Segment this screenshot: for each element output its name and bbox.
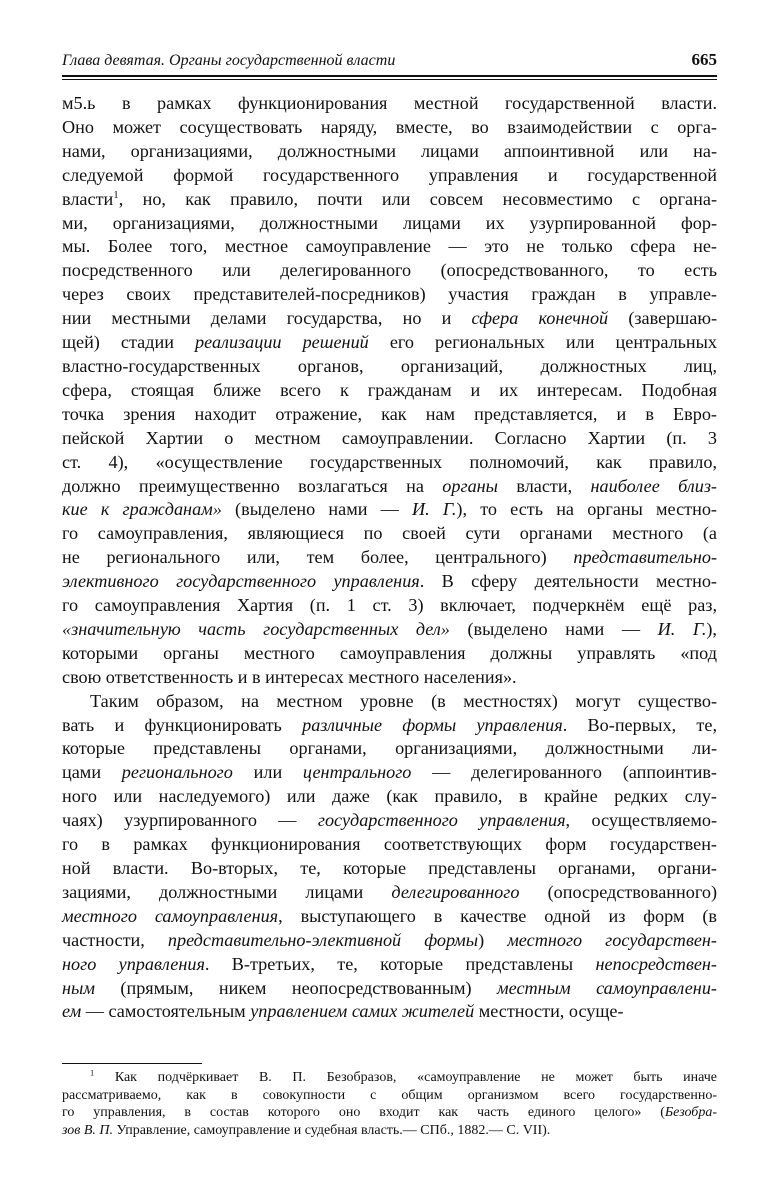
text-line	[62, 235, 717, 259]
text-line	[62, 929, 717, 953]
footnote-line	[62, 1104, 717, 1122]
text-run: щей) стадии	[62, 332, 196, 353]
emphasis-text: центрального	[302, 762, 412, 783]
footnote-line	[62, 1122, 717, 1140]
emphasis-text: «значительную часть государственных дел»	[62, 618, 450, 639]
text-line	[62, 953, 717, 977]
text-line	[62, 427, 717, 451]
text-run: ), то есть на органы местно-	[456, 499, 717, 520]
text-run: точка зрения находит отражение, как нам представляется, и в Евро-	[62, 403, 717, 424]
emphasis-text: регионального	[121, 762, 233, 783]
text-line	[62, 594, 717, 618]
text-line	[62, 331, 717, 355]
text-run: мы. Более того, местное самоуправление — это не только сфера не-	[62, 236, 717, 257]
text-run: го управления, в состав которого оно входит как часть единого целого» (	[62, 1105, 665, 1120]
text-line	[62, 92, 717, 116]
text-run: ми, организациями, должностными лицами их узурпированной фор-	[62, 212, 717, 233]
footnote	[62, 1069, 717, 1139]
footnote-rule	[62, 1063, 202, 1064]
text-run: . В сферу деятельности местно-	[419, 571, 717, 592]
text-run: . В-третьих, те, которые представлены	[204, 953, 596, 974]
footnote-line	[62, 1069, 717, 1087]
emphasis-text: ем	[62, 1001, 82, 1022]
emphasis-text: местного самоуправления	[62, 905, 279, 926]
text-line	[62, 116, 717, 140]
emphasis-text: Безобра-	[664, 1105, 717, 1120]
text-run: должно преимущественно возлагаться на	[62, 475, 443, 496]
emphasis-text: ным	[62, 977, 95, 998]
emphasis-text: реализации решений	[195, 332, 369, 353]
text-run: свою ответственность и в интересах местного населения».	[62, 666, 517, 687]
emphasis-text: местным самоуправлени-	[497, 977, 717, 998]
text-run: Управление, самоуправление и судебная власть.— СПб., 1882.— С. VII).	[113, 1122, 551, 1138]
text-line	[62, 259, 717, 283]
text-run: (опосредствованного)	[519, 881, 717, 902]
text-line	[62, 642, 717, 666]
text-run: следуемой формой государственного управления и государственной	[62, 164, 717, 185]
text-line	[62, 403, 717, 427]
text-line	[62, 283, 717, 307]
text-run: через своих представителей-посредников) участия граждан в управле-	[62, 284, 717, 305]
text-run: не регионального или, тем более, центрального)	[62, 547, 574, 568]
emphasis-text: ного управления	[62, 953, 205, 974]
text-line	[62, 1000, 717, 1024]
text-line	[62, 164, 717, 188]
text-run: вать и функционировать	[62, 714, 303, 735]
emphasis-text: представительно-элективной формы	[167, 929, 479, 950]
text-line	[62, 451, 717, 475]
text-run: зациями, должностными лицами	[62, 881, 392, 902]
text-line	[62, 570, 717, 594]
text-run: ной власти. Во-вторых, те, которые представлены органами, органи-	[62, 858, 717, 878]
text-line	[62, 977, 717, 1001]
text-line	[62, 475, 717, 499]
text-line	[62, 618, 717, 642]
paragraph-2	[62, 690, 717, 1025]
text-run: или	[232, 762, 303, 783]
text-run: м5.ь в рамках функционирования местной государственной власти.	[62, 93, 717, 113]
text-run: Таким образом, на местном уровне (в местностях) могут существо-	[90, 690, 717, 711]
text-run: (выделено нами —	[449, 618, 658, 639]
text-run: чаях) узурпированного —	[62, 810, 318, 831]
emphasis-text: делегированного	[391, 881, 520, 902]
text-run: Как подчёркивает В. П. Безобразов, «самоуправление не может быть иначе	[94, 1070, 717, 1085]
text-run: (завершаю-	[608, 308, 717, 329]
text-line	[62, 355, 717, 379]
text-run: нами, организациями, должностными лицами аппоинтивной или на-	[62, 140, 717, 161]
emphasis-text: государственного управления	[317, 810, 566, 831]
emphasis-text: различные формы управления	[302, 714, 563, 735]
text-run: , выступающего в качестве одной из форм (в	[278, 905, 717, 926]
text-run: )	[478, 929, 508, 950]
running-head	[62, 50, 717, 70]
emphasis-text: сфера конечной	[471, 308, 609, 329]
text-run: власти,	[498, 475, 591, 496]
text-run: ного или наследуемого) или даже (как правило, в крайне редких слу-	[62, 786, 717, 807]
text-run: , но, как правило, почти или совсем несовместимо с органа-	[118, 188, 717, 209]
text-line	[62, 737, 717, 761]
text-run: (выделено нами —	[221, 499, 413, 520]
text-run: которые представлены органами, организациями, должностными ли-	[62, 738, 717, 759]
emphasis-text: И. Г.	[657, 618, 707, 639]
text-line	[62, 666, 717, 690]
text-run: власти	[62, 188, 114, 209]
text-run: местности, осуще-	[474, 1001, 624, 1022]
chapter-title: Глава девятая. Органы государственной власти	[62, 52, 396, 69]
text-run: Оно может сосуществовать наряду, вместе, во взаимодействии с орга-	[62, 116, 717, 137]
text-line	[62, 498, 717, 522]
text-run: нии местными делами государства, но и	[62, 308, 472, 329]
emphasis-text: зов В. П.	[62, 1122, 114, 1138]
text-line	[62, 905, 717, 929]
emphasis-text: представительно-	[573, 547, 717, 568]
text-run: — самостоятельным	[81, 1001, 251, 1022]
emphasis-text: местного государствен-	[507, 929, 717, 950]
text-line	[62, 379, 717, 403]
page-number: 665	[691, 50, 717, 69]
text-run: , осуществляемо-	[565, 810, 718, 831]
text-line	[62, 212, 717, 236]
text-run: (прямым, никем неопосредствованным)	[94, 977, 497, 998]
body-text	[62, 92, 717, 1024]
footnote-marker[interactable]: 1	[113, 188, 119, 201]
text-run: го самоуправления Хартия (п. 1 ст. 3) включает, подчеркнём ещё раз,	[62, 595, 717, 616]
text-run: которыми органы местного самоуправления должны управлять «под	[62, 642, 717, 663]
text-line	[62, 307, 717, 331]
text-run: ),	[706, 618, 717, 639]
text-run: ст. 4), «осуществление государственных полномочий, как правило,	[62, 451, 717, 472]
text-run: го самоуправления, являющиеся по своей сути органами местного (а	[62, 523, 717, 544]
text-run: посредственного или делегированного (опосредствованного, то есть	[62, 260, 717, 281]
text-line	[62, 714, 717, 738]
text-line	[62, 761, 717, 785]
emphasis-text: непосредствен-	[595, 953, 717, 974]
text-run: го в рамках функционирования соответствующих форм государствен-	[62, 834, 717, 855]
text-line	[62, 690, 717, 714]
header-rule-thin	[62, 79, 717, 80]
text-run: — делегированного (аппоинтив-	[411, 762, 717, 783]
text-run: властно-государственных органов, организаций, должностных лиц,	[62, 355, 717, 376]
emphasis-text: кие к гражданам»	[62, 499, 222, 520]
paragraph-1	[62, 92, 717, 690]
footnote-line	[62, 1087, 717, 1105]
text-line	[62, 785, 717, 809]
header-rule	[62, 75, 717, 77]
text-line	[62, 881, 717, 905]
text-run: частности,	[62, 929, 168, 950]
emphasis-text: органы	[442, 475, 498, 496]
text-line	[62, 140, 717, 164]
text-run: его региональных или центральных	[368, 332, 717, 353]
text-line	[62, 522, 717, 546]
text-line	[62, 857, 717, 881]
footnote-marker[interactable]: 1	[90, 1068, 95, 1078]
text-run: цами	[62, 762, 122, 783]
text-run: пейской Хартии о местном самоуправлении. Согласно Хартии (п. 3	[62, 427, 717, 448]
emphasis-text: наиболее близ-	[590, 475, 717, 496]
text-run: . Во-первых, те,	[562, 714, 717, 735]
emphasis-text: И. Г.	[412, 499, 457, 520]
text-line	[62, 833, 717, 857]
text-line	[62, 546, 717, 570]
text-run: сфера, стоящая ближе всего к гражданам и их интересам. Подобная	[62, 379, 717, 400]
emphasis-text: элективного государственного управления	[62, 571, 420, 592]
text-line	[62, 188, 717, 212]
emphasis-text: управлением самих жителей	[250, 1001, 475, 1022]
text-line	[62, 809, 717, 833]
text-run: рассматриваемо, как в совокупности с общим организмом всего государственно-	[62, 1087, 717, 1103]
